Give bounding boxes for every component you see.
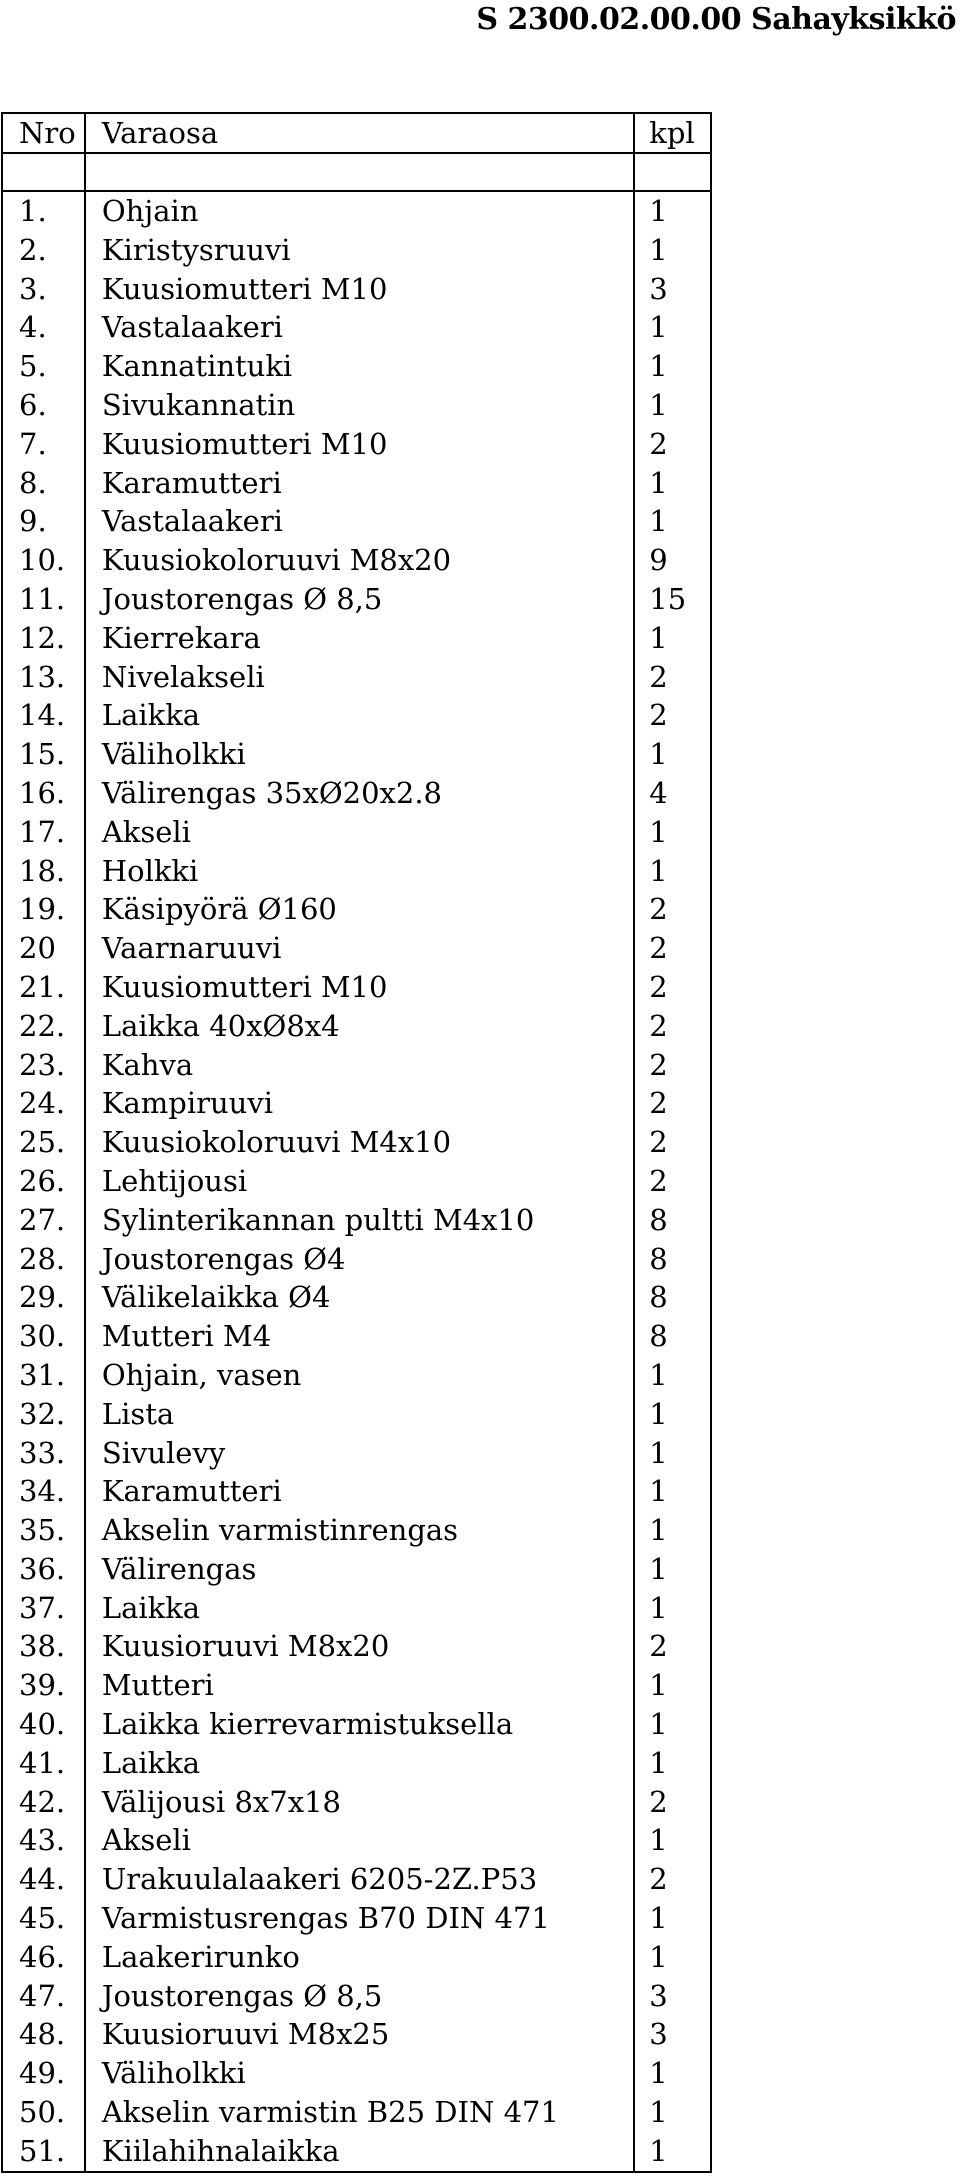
- part-name-cell: Välirengas 35xØ20x2.8: [85, 774, 634, 813]
- part-name-cell: Laikka: [85, 1744, 634, 1783]
- part-qty-cell: 1: [634, 1511, 711, 1550]
- part-number-cell: 38.: [2, 1627, 85, 1666]
- part-name-cell: Kuusiokoloruuvi M4x10: [85, 1123, 634, 1162]
- table-row: [2, 502, 711, 541]
- part-name-cell: Laikka kierrevarmistuksella: [85, 1705, 634, 1744]
- table-row: [2, 347, 711, 386]
- table-row: [2, 852, 711, 891]
- part-name-cell: Laakerirunko: [85, 1938, 634, 1977]
- part-number-cell: 22.: [2, 1007, 85, 1046]
- part-name-cell: Holkki: [85, 852, 634, 891]
- part-name-cell: Mutteri: [85, 1666, 634, 1705]
- part-number-cell: 33.: [2, 1434, 85, 1473]
- table-row: [2, 1162, 711, 1201]
- part-number-cell: 24.: [2, 1084, 85, 1123]
- part-qty-cell: 8: [634, 1240, 711, 1279]
- part-number-cell: 5.: [2, 347, 85, 386]
- part-qty-cell: 1: [634, 1550, 711, 1589]
- table-row: [2, 1511, 711, 1550]
- part-number-cell: 48.: [2, 2015, 85, 2054]
- part-number-cell: 1.: [2, 191, 85, 231]
- spacer-cell: [2, 153, 85, 191]
- part-number-cell: 20: [2, 929, 85, 968]
- table-row: [2, 968, 711, 1007]
- table-row: [2, 813, 711, 852]
- part-qty-cell: 2: [634, 1627, 711, 1666]
- part-number-cell: 28.: [2, 1240, 85, 1279]
- part-name-cell: Vaarnaruuvi: [85, 929, 634, 968]
- part-qty-cell: 3: [634, 1977, 711, 2016]
- table-body: [2, 191, 711, 2172]
- part-name-cell: Kampiruuvi: [85, 1084, 634, 1123]
- part-name-cell: Vastalaakeri: [85, 502, 634, 541]
- part-number-cell: 23.: [2, 1046, 85, 1085]
- part-qty-cell: 8: [634, 1278, 711, 1317]
- document-title: S 2300.02.00.00 Sahayksikkö: [476, 2, 956, 37]
- table-row: [2, 890, 711, 929]
- part-qty-cell: 1: [634, 502, 711, 541]
- part-name-cell: Akselin varmistin B25 DIN 471: [85, 2093, 634, 2132]
- part-number-cell: 21.: [2, 968, 85, 1007]
- table-row: [2, 1744, 711, 1783]
- part-qty-cell: 1: [634, 1589, 711, 1628]
- part-qty-cell: 2: [634, 1783, 711, 1822]
- part-qty-cell: 2: [634, 425, 711, 464]
- table-row: [2, 1666, 711, 1705]
- part-name-cell: Akselin varmistinrengas: [85, 1511, 634, 1550]
- part-qty-cell: 1: [634, 2054, 711, 2093]
- part-qty-cell: 1: [634, 308, 711, 347]
- part-qty-cell: 4: [634, 774, 711, 813]
- part-name-cell: Väliholkki: [85, 735, 634, 774]
- part-name-cell: Nivelakseli: [85, 658, 634, 697]
- parts-table: [1, 112, 712, 2173]
- part-qty-cell: 1: [634, 1705, 711, 1744]
- table-row: [2, 1627, 711, 1666]
- part-qty-cell: 1: [634, 813, 711, 852]
- part-number-cell: 45.: [2, 1899, 85, 1938]
- table-row: [2, 541, 711, 580]
- part-name-cell: Käsipyörä Ø160: [85, 890, 634, 929]
- part-name-cell: Välirengas: [85, 1550, 634, 1589]
- part-name-cell: Kierrekara: [85, 619, 634, 658]
- part-number-cell: 18.: [2, 852, 85, 891]
- spacer-cell: [634, 153, 711, 191]
- part-number-cell: 39.: [2, 1666, 85, 1705]
- part-name-cell: Joustorengas Ø 8,5: [85, 1977, 634, 2016]
- part-qty-cell: 1: [634, 386, 711, 425]
- part-qty-cell: 1: [634, 464, 711, 503]
- part-number-cell: 6.: [2, 386, 85, 425]
- table-row: [2, 308, 711, 347]
- part-number-cell: 16.: [2, 774, 85, 813]
- part-number-cell: 19.: [2, 890, 85, 929]
- part-qty-cell: 1: [634, 1821, 711, 1860]
- part-name-cell: Sivulevy: [85, 1434, 634, 1473]
- part-qty-cell: 2: [634, 1007, 711, 1046]
- part-qty-cell: 1: [634, 231, 711, 270]
- table-row: [2, 2054, 711, 2093]
- table-row: [2, 2015, 711, 2054]
- part-qty-cell: 9: [634, 541, 711, 580]
- part-number-cell: 11.: [2, 580, 85, 619]
- part-qty-cell: 1: [634, 1356, 711, 1395]
- part-name-cell: Mutteri M4: [85, 1317, 634, 1356]
- table-row: [2, 619, 711, 658]
- part-number-cell: 35.: [2, 1511, 85, 1550]
- part-qty-cell: 2: [634, 696, 711, 735]
- part-name-cell: Ohjain, vasen: [85, 1356, 634, 1395]
- part-number-cell: 25.: [2, 1123, 85, 1162]
- table-row: [2, 1938, 711, 1977]
- table-row: [2, 1977, 711, 2016]
- part-qty-cell: 2: [634, 890, 711, 929]
- table-row: [2, 696, 711, 735]
- table-row: [2, 1007, 711, 1046]
- part-qty-cell: 1: [634, 1744, 711, 1783]
- part-name-cell: Laikka: [85, 1589, 634, 1628]
- part-number-cell: 43.: [2, 1821, 85, 1860]
- part-number-cell: 10.: [2, 541, 85, 580]
- table-row: [2, 270, 711, 309]
- part-qty-cell: 2: [634, 1162, 711, 1201]
- part-name-cell: Kahva: [85, 1046, 634, 1085]
- table-row: [2, 2132, 711, 2172]
- part-qty-cell: 8: [634, 1201, 711, 1240]
- part-qty-cell: 1: [634, 1938, 711, 1977]
- part-number-cell: 30.: [2, 1317, 85, 1356]
- table-row: [2, 231, 711, 270]
- part-qty-cell: 2: [634, 929, 711, 968]
- header-varaosa: Varaosa: [85, 113, 634, 153]
- table-row: [2, 1084, 711, 1123]
- table-row: [2, 1860, 711, 1899]
- table-spacer-row: [2, 153, 711, 191]
- table-row: [2, 1356, 711, 1395]
- part-name-cell: Karamutteri: [85, 464, 634, 503]
- part-qty-cell: 1: [634, 191, 711, 231]
- table-row: [2, 2093, 711, 2132]
- table-row: [2, 1046, 711, 1085]
- table-row: [2, 1589, 711, 1628]
- table-row: [2, 1783, 711, 1822]
- part-name-cell: Kuusiomutteri M10: [85, 270, 634, 309]
- part-number-cell: 49.: [2, 2054, 85, 2093]
- table-row: [2, 774, 711, 813]
- part-number-cell: 29.: [2, 1278, 85, 1317]
- part-qty-cell: 2: [634, 1860, 711, 1899]
- part-name-cell: Väliholkki: [85, 2054, 634, 2093]
- table-row: [2, 191, 711, 231]
- table-row: [2, 464, 711, 503]
- part-number-cell: 8.: [2, 464, 85, 503]
- part-qty-cell: 1: [634, 1434, 711, 1473]
- part-name-cell: Välikelaikka Ø4: [85, 1278, 634, 1317]
- table-row: [2, 425, 711, 464]
- part-number-cell: 13.: [2, 658, 85, 697]
- table-row: [2, 1317, 711, 1356]
- part-name-cell: Akseli: [85, 813, 634, 852]
- table-row: [2, 1278, 711, 1317]
- part-number-cell: 37.: [2, 1589, 85, 1628]
- part-name-cell: Vastalaakeri: [85, 308, 634, 347]
- table-header-row: [2, 113, 711, 153]
- part-number-cell: 7.: [2, 425, 85, 464]
- part-number-cell: 41.: [2, 1744, 85, 1783]
- part-name-cell: Karamutteri: [85, 1472, 634, 1511]
- part-qty-cell: 2: [634, 1123, 711, 1162]
- part-name-cell: Laikka 40xØ8x4: [85, 1007, 634, 1046]
- part-name-cell: Joustorengas Ø4: [85, 1240, 634, 1279]
- table-row: [2, 1550, 711, 1589]
- part-name-cell: Varmistusrengas B70 DIN 471: [85, 1899, 634, 1938]
- part-number-cell: 50.: [2, 2093, 85, 2132]
- table-row: [2, 1434, 711, 1473]
- part-qty-cell: 2: [634, 1046, 711, 1085]
- part-qty-cell: 1: [634, 1395, 711, 1434]
- part-name-cell: Ohjain: [85, 191, 634, 231]
- part-qty-cell: 1: [634, 2132, 711, 2172]
- part-name-cell: Kuusiomutteri M10: [85, 425, 634, 464]
- part-qty-cell: 3: [634, 270, 711, 309]
- part-number-cell: 26.: [2, 1162, 85, 1201]
- part-qty-cell: 1: [634, 852, 711, 891]
- table-row: [2, 735, 711, 774]
- part-name-cell: Välijousi 8x7x18: [85, 1783, 634, 1822]
- table-row: [2, 1240, 711, 1279]
- table-row: [2, 1821, 711, 1860]
- part-number-cell: 44.: [2, 1860, 85, 1899]
- part-number-cell: 12.: [2, 619, 85, 658]
- header-kpl: kpl: [634, 113, 711, 153]
- part-qty-cell: 1: [634, 2093, 711, 2132]
- part-name-cell: Kiristysruuvi: [85, 231, 634, 270]
- part-qty-cell: 8: [634, 1317, 711, 1356]
- table-row: [2, 1705, 711, 1744]
- part-name-cell: Laikka: [85, 696, 634, 735]
- header-nro: Nro: [2, 113, 85, 153]
- spacer-cell: [85, 153, 634, 191]
- part-number-cell: 17.: [2, 813, 85, 852]
- part-number-cell: 3.: [2, 270, 85, 309]
- part-name-cell: Kuusiomutteri M10: [85, 968, 634, 1007]
- part-name-cell: Sylinterikannan pultti M4x10: [85, 1201, 634, 1240]
- part-number-cell: 51.: [2, 2132, 85, 2172]
- part-name-cell: Kuusioruuvi M8x20: [85, 1627, 634, 1666]
- part-number-cell: 9.: [2, 502, 85, 541]
- part-number-cell: 46.: [2, 1938, 85, 1977]
- part-number-cell: 31.: [2, 1356, 85, 1395]
- part-name-cell: Joustorengas Ø 8,5: [85, 580, 634, 619]
- part-qty-cell: 1: [634, 1899, 711, 1938]
- table-row: [2, 658, 711, 697]
- part-number-cell: 27.: [2, 1201, 85, 1240]
- table-row: [2, 386, 711, 425]
- part-number-cell: 14.: [2, 696, 85, 735]
- part-number-cell: 15.: [2, 735, 85, 774]
- part-name-cell: Lehtijousi: [85, 1162, 634, 1201]
- table-row: [2, 1201, 711, 1240]
- part-number-cell: 2.: [2, 231, 85, 270]
- part-qty-cell: 2: [634, 1084, 711, 1123]
- part-number-cell: 4.: [2, 308, 85, 347]
- part-qty-cell: 3: [634, 2015, 711, 2054]
- part-name-cell: Kuusioruuvi M8x25: [85, 2015, 634, 2054]
- part-name-cell: Sivukannatin: [85, 386, 634, 425]
- part-qty-cell: 1: [634, 1472, 711, 1511]
- part-qty-cell: 1: [634, 1666, 711, 1705]
- table-row: [2, 929, 711, 968]
- part-number-cell: 34.: [2, 1472, 85, 1511]
- table-row: [2, 1472, 711, 1511]
- part-qty-cell: 2: [634, 968, 711, 1007]
- part-name-cell: Kannatintuki: [85, 347, 634, 386]
- table-row: [2, 580, 711, 619]
- part-name-cell: Akseli: [85, 1821, 634, 1860]
- table-row: [2, 1899, 711, 1938]
- part-name-cell: Kuusiokoloruuvi M8x20: [85, 541, 634, 580]
- part-number-cell: 36.: [2, 1550, 85, 1589]
- part-name-cell: Lista: [85, 1395, 634, 1434]
- part-qty-cell: 2: [634, 658, 711, 697]
- table-row: [2, 1123, 711, 1162]
- part-name-cell: Kiilahihnalaikka: [85, 2132, 634, 2172]
- part-qty-cell: 15: [634, 580, 711, 619]
- part-number-cell: 42.: [2, 1783, 85, 1822]
- part-name-cell: Urakuulalaakeri 6205-2Z.P53: [85, 1860, 634, 1899]
- part-number-cell: 40.: [2, 1705, 85, 1744]
- part-number-cell: 47.: [2, 1977, 85, 2016]
- part-qty-cell: 1: [634, 619, 711, 658]
- part-qty-cell: 1: [634, 347, 711, 386]
- table-row: [2, 1395, 711, 1434]
- part-number-cell: 32.: [2, 1395, 85, 1434]
- part-qty-cell: 1: [634, 735, 711, 774]
